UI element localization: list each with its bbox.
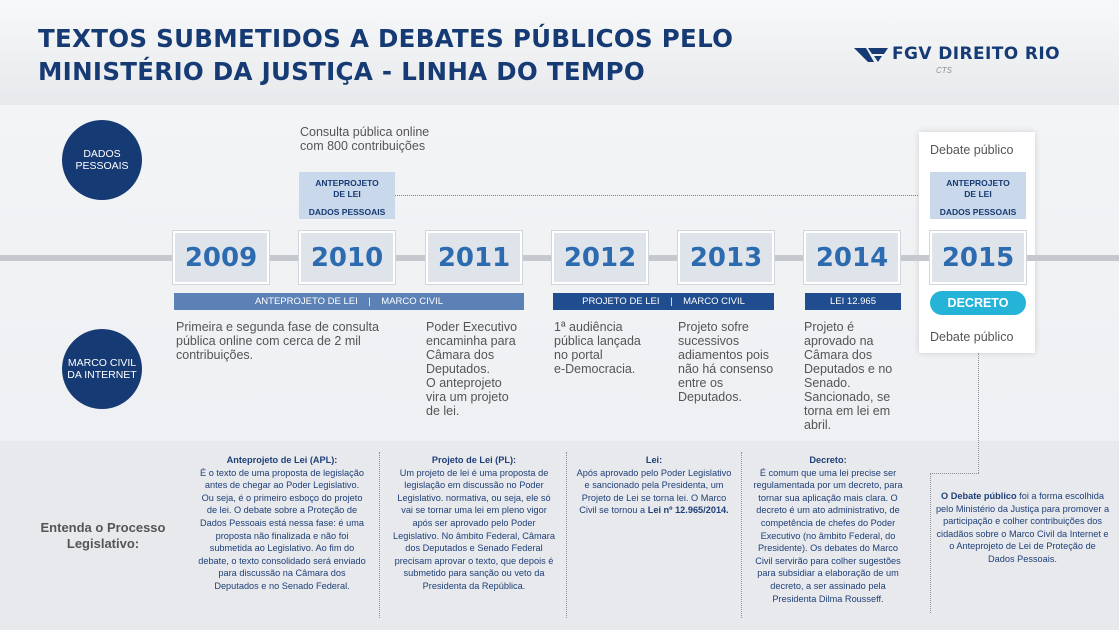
def-apl-text: É o texto de uma proposta de legislação antes de chegar ao Poder Legislativo. Ou seja, é o primeiro esboço do projeto de lei. O debate sobre a Proteção de Dados Pessoais está nessa fase: é uma proposta não finalizada e não foi submetida ao Legislativo. Ao fim do debate, o texto consolidado será enviado para discussão na Câmara dos Deputados e no Senado Federal. <box>198 467 366 591</box>
def-apl-head: Anteprojeto de Lei (APL): <box>226 455 338 465</box>
desc-2011: Poder Executivo encaminha para Câmara dos Deputados. O anteprojeto vira um projeto de lei. <box>426 320 518 418</box>
year-2015: 2015 <box>930 231 1026 284</box>
debate-publico-note <box>935 490 1110 566</box>
ap-box-line1: ANTEPROJETO DE LEI <box>315 178 379 199</box>
debate-note-bold: O Debate público <box>941 491 1017 501</box>
debate-2015-bottom: Debate público <box>930 330 1014 344</box>
desc-2012: 1ª audiência pública lançada no portal e-Democracia. <box>554 320 641 376</box>
year-2009: 2009 <box>173 231 269 284</box>
def-lei-text: Após aprovado pelo Poder Legislativo e sancionado pela Presidenta, um Projeto de Lei se torna lei. O Marco Civil se tornou a <box>576 467 732 516</box>
def-pl-head: Projeto de Lei (PL): <box>431 455 517 465</box>
fgv-logo-icon <box>854 44 888 66</box>
def-pl <box>392 454 556 593</box>
circle-marco-civil: MARCO CIVIL DA INTERNET <box>62 329 142 409</box>
separator <box>566 452 567 618</box>
logo-name: FGV DIREITO RIO <box>892 44 1060 64</box>
bar-lei: LEI 12.965 <box>805 293 901 310</box>
desc-2013: Projeto sofre sucessivos adiamentos pois não há consenso entre os Deputados. <box>678 320 774 404</box>
ap-box-line2: DADOS PESSOAIS <box>308 207 386 217</box>
circle-dados-pessoais: DADOS PESSOAIS <box>62 120 142 200</box>
debate-note-text: foi a forma escolhida pelo Ministério da Justiça para promover a participação e colher contribuições dos cidadãos sobre o Marco Civil da Internet e o Anteprojeto de Lei de Proteção de Dados Pessoais. <box>935 491 1110 564</box>
def-decreto <box>752 454 904 605</box>
desc-2014: Projeto é aprovado na Câmara dos Deputados e no Senado. Sancionado, se torna em lei em abril. <box>804 320 893 432</box>
bar-projeto-marco-civil: PROJETO DE LEI | MARCO CIVIL <box>553 293 774 310</box>
page-title: TEXTOS SUBMETIDOS A DEBATES PÚBLICOS PELO MINISTÉRIO DA JUSTIÇA - LINHA DO TEMPO <box>38 24 734 86</box>
def-apl <box>198 454 366 593</box>
dotted-connector <box>395 195 930 196</box>
anteprojeto-box-2015 <box>930 172 1026 219</box>
separator <box>379 452 380 618</box>
def-lei <box>575 454 733 517</box>
fgv-logo <box>854 42 1064 82</box>
callout-line-horizontal <box>930 473 979 474</box>
ap-box-line2: DADOS PESSOAIS <box>939 207 1017 217</box>
year-2013: 2013 <box>678 231 774 284</box>
anteprojeto-box-2010 <box>299 172 395 219</box>
separator <box>741 452 742 618</box>
def-decreto-text: É comum que uma lei precise ser regulamentada por um decreto, para tornar sua aplicação mais clara. O decreto é um ato administrativo, de competência de chefes do Poder Executivo (no âmbito Federal, do Presidente). Os debates do Marco Civil servirão para colher sugestões para subsidiar a elaboração de um decreto, a ser assinado pela Presidenta Dilma Rousseff. <box>753 467 903 604</box>
callout-line-side <box>930 473 931 613</box>
decreto-badge: DECRETO <box>930 291 1026 315</box>
def-lei-bold: Lei nº 12.965/2014. <box>647 505 729 516</box>
logo-sub: CTS <box>936 66 952 75</box>
desc-2009: Primeira e segunda fase de consulta pública online com cerca de 2 mil contribuições. <box>176 320 379 362</box>
ap-box-line1: ANTEPROJETO DE LEI <box>946 178 1010 199</box>
callout-line-vertical <box>978 353 979 473</box>
consulta-2010: Consulta pública online com 800 contribuições <box>300 125 430 153</box>
debate-2015-top: Debate público <box>930 143 1014 157</box>
year-2011: 2011 <box>426 231 522 284</box>
year-2014: 2014 <box>804 231 900 284</box>
entenda-heading: Entenda o Processo Legislativo: <box>40 520 166 551</box>
bar-anteprojeto-marco-civil: ANTEPROJETO DE LEI | MARCO CIVIL <box>174 293 524 310</box>
def-pl-text: Um projeto de lei é uma proposta de legislação em discussão no Poder Legislativo. normativa, ou seja, ele só vai se tornar uma lei em pleno vigor após ser aprovado pelo Poder Legislativo. No âmbito Federal, Câmara dos Deputados e Senado Federal precisam aprovar o texto, que depois é submetido para sanção ou veto da Presidenta da República. <box>393 467 555 591</box>
year-2012: 2012 <box>552 231 648 284</box>
def-decreto-head: Decreto: <box>809 455 847 465</box>
year-2010: 2010 <box>299 231 395 284</box>
def-lei-head: Lei: <box>645 455 663 465</box>
